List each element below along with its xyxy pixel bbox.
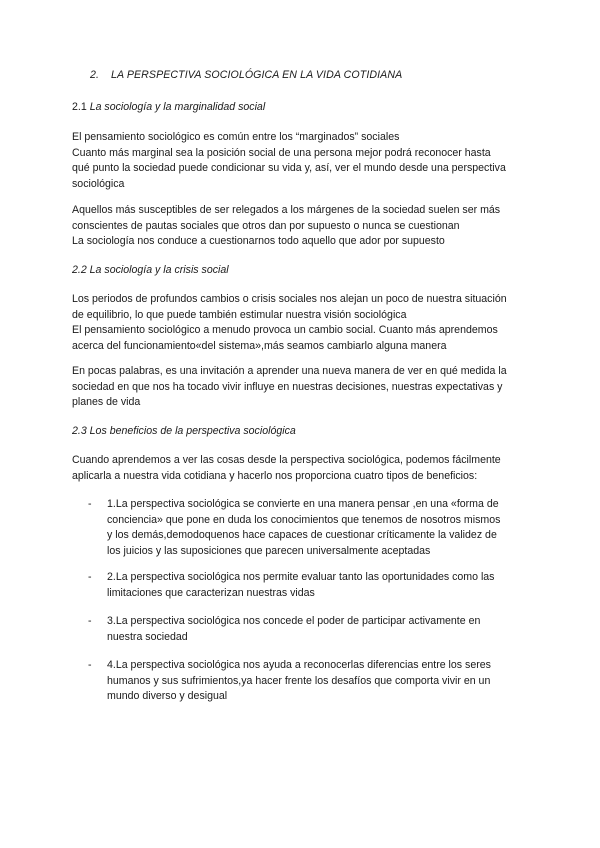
paragraph — [72, 292, 534, 354]
text-line: El pensamiento sociológico es común entre los “marginados” sociales — [72, 131, 400, 143]
bullet-marker: - — [88, 615, 92, 627]
section-number: 2.1 — [72, 101, 87, 113]
list-item-text — [107, 497, 527, 559]
text-line: de equilibrio, lo que puede también estimular nuestra visión sociológica — [72, 308, 407, 321]
text-line: 4.La perspectiva sociológica nos ayuda a reconocerlas diferencias entre los seres — [107, 659, 491, 671]
section-heading-2-1 — [72, 100, 534, 116]
text-line: limitaciones que caracterizan nuestras vidas — [107, 586, 315, 599]
text-line: sociológica — [72, 177, 125, 190]
text-line: 1.La perspectiva sociológica se convierte en una manera pensar ,en una «forma de — [107, 498, 499, 510]
paragraph — [72, 453, 534, 484]
text-line: El pensamiento sociológico a menudo provoca un cambio social. Cuanto más aprendemos — [72, 324, 498, 336]
section-heading-2-3: 2.3 Los beneficios de la perspectiva sociológica — [72, 425, 296, 437]
text-line: planes de vida — [72, 396, 141, 408]
bullet-marker: - — [88, 498, 92, 510]
text-line: 2.La perspectiva sociológica nos permite evaluar tanto las oportunidades como las — [107, 571, 495, 583]
title-text: LA PERSPECTIVA SOCIOLÓGICA EN LA VIDA COTIDIANA — [111, 69, 403, 81]
text-line: conscientes de pautas sociales que otros dan por supuesto o nunca se cuestionan — [72, 219, 460, 232]
text-line: aplicarla a nuestra vida cotidiana y hacerlo nos proporciona cuatro tipos de beneficios: — [72, 469, 478, 482]
text-line: los juicios y las suposiciones que parecen universalmente aceptadas — [107, 544, 431, 557]
paragraph — [72, 130, 534, 192]
text-line: Cuando aprendemos a ver las cosas desde la perspectiva sociológica, podemos fácilmente — [72, 454, 501, 466]
bullet-marker: - — [88, 659, 92, 671]
section-heading-2-2: 2.2 La sociología y la crisis social — [72, 264, 229, 276]
text-line: La sociología nos conduce a cuestionarnos todo aquello que ador por supuesto — [72, 235, 445, 247]
text-line: Los periodos de profundos cambios o crisis sociales nos alejan un poco de nuestra situación — [72, 293, 507, 305]
section-heading-text: La sociología y la marginalidad social — [89, 101, 266, 113]
text-line: sociedad en que nos ha tocado vivir influye en nuestras decisiones, nuestras expectativas y — [72, 380, 503, 393]
bullet-marker: - — [88, 571, 92, 583]
list-item-text — [107, 570, 527, 601]
text-line: acerca del funcionamiento«del sistema»,más seamos cambiarlo alguna manera — [72, 339, 447, 352]
text-line: humanos y sus sufrimientos,ya hacer frente los desafíos que comporta vivir en un — [107, 674, 491, 687]
text-line: 3.La perspectiva sociológica nos concede el poder de participar activamente en — [107, 615, 481, 627]
paragraph — [72, 203, 534, 250]
text-line: mundo diverso y desigual — [107, 690, 228, 702]
text-line: qué punto la sociedad puede condicionar su vida y, así, ver el mundo desde una perspectiva — [72, 162, 506, 174]
text-line: nuestra sociedad — [107, 630, 188, 643]
list-item-text — [107, 614, 527, 645]
text-line: y los demás,demodoquenos hace capaces de cuestionar críticamente la validez de — [107, 529, 497, 541]
list-item-text — [107, 658, 527, 705]
text-line: Cuanto más marginal sea la posición social de una persona mejor podrá reconocer hasta — [72, 146, 491, 159]
text-line: Aquellos más susceptibles de ser relegados a los márgenes de la sociedad suelen ser más — [72, 204, 501, 216]
document-title — [90, 68, 552, 84]
title-number: 2. — [90, 69, 100, 81]
paragraph — [72, 364, 534, 411]
text-line: En pocas palabras, es una invitación a aprender una nueva manera de ver en qué medida la — [72, 365, 507, 377]
text-line: conciencia» que pone en duda los conocimientos que tenemos de nosotros mismos — [107, 513, 501, 526]
